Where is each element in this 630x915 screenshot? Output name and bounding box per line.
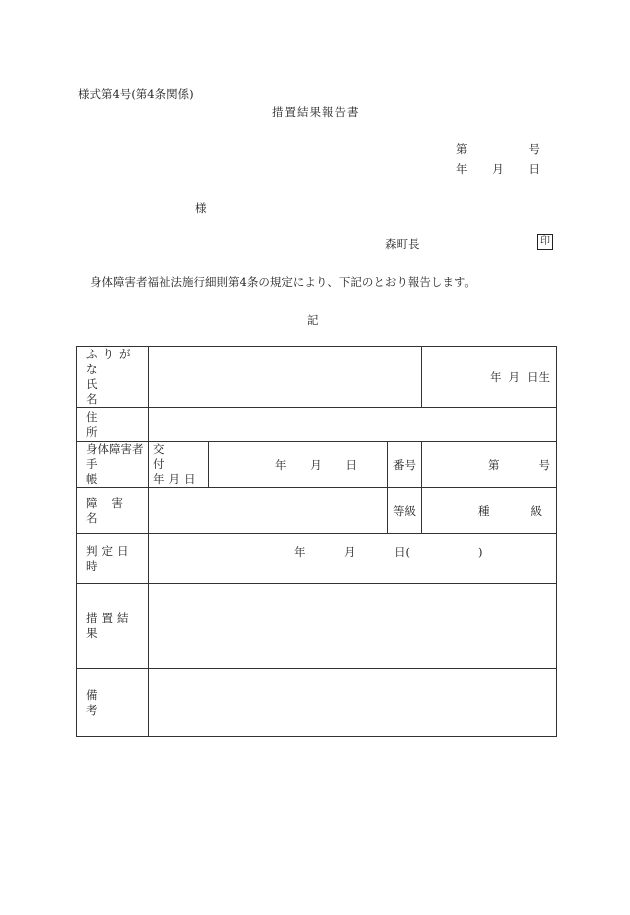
document-number xyxy=(456,141,540,157)
row-address xyxy=(77,408,557,442)
result-label: 措置結果 xyxy=(86,611,133,640)
disability-label-cell xyxy=(77,488,149,534)
grade-label: 等級 xyxy=(393,503,416,518)
row-remarks xyxy=(77,669,557,737)
address-field[interactable] xyxy=(149,408,557,442)
number-prefix: 第 xyxy=(456,142,468,156)
grade-kind: 種 xyxy=(478,503,490,518)
name-label-cell xyxy=(77,347,149,408)
issue-day: 日 xyxy=(345,457,357,472)
name-field[interactable] xyxy=(149,347,422,408)
row-techo xyxy=(77,442,557,488)
remarks-field[interactable] xyxy=(149,669,557,737)
address-label-cell xyxy=(77,408,149,442)
date-day: 日 xyxy=(528,162,540,176)
issue-month: 月 xyxy=(310,457,322,472)
result-label-cell xyxy=(77,584,149,669)
row-result xyxy=(77,584,557,669)
birth-month: 月 xyxy=(508,370,521,384)
seal-mark: 印 xyxy=(537,234,553,250)
disability-label: 障害名 xyxy=(86,495,137,525)
body-text: 身体障害者福祉法施行細則第4条の規定により、下記のとおり報告します。 xyxy=(90,275,476,289)
addressee-suffix: 様 xyxy=(195,201,207,215)
birth-day: 日生 xyxy=(527,370,551,384)
ki-heading: 記 xyxy=(307,313,319,327)
furigana-label: ふりがな xyxy=(86,347,136,376)
techo-number-suffix: 号 xyxy=(538,457,551,472)
document-title: 措置結果報告書 xyxy=(272,105,360,119)
grade-label-cell xyxy=(388,488,422,534)
judgment-label: 判定日時 xyxy=(86,543,133,573)
report-form-table xyxy=(76,346,557,737)
issue-label-1: 交付 xyxy=(153,442,187,471)
techo-label-2: 手帳 xyxy=(86,457,136,486)
grade-field[interactable] xyxy=(422,488,557,534)
grade-level: 級 xyxy=(530,503,543,518)
issue-date-field[interactable] xyxy=(209,442,388,488)
address-label: 住所 xyxy=(86,409,128,439)
result-field[interactable] xyxy=(149,584,557,669)
number-label: 番号 xyxy=(393,457,416,472)
issuer: 森町長 xyxy=(385,237,420,251)
disability-field[interactable] xyxy=(149,488,388,534)
birth-year: 年 xyxy=(490,370,502,384)
remarks-label: 備考 xyxy=(86,687,136,717)
issue-label-2: 年月日 xyxy=(153,472,200,486)
row-disability xyxy=(77,488,557,534)
judgment-day: 日( xyxy=(394,544,410,559)
techo-number-field[interactable] xyxy=(422,442,557,488)
form-id: 様式第4号(第4条関係) xyxy=(78,87,194,101)
date-year: 年 xyxy=(456,162,468,176)
date-month: 月 xyxy=(492,162,504,176)
techo-label-1: 身体障害者 xyxy=(86,442,144,456)
document-date xyxy=(456,161,540,177)
remarks-label-cell xyxy=(77,669,149,737)
row-judgment xyxy=(77,534,557,584)
row-name xyxy=(77,347,557,408)
issue-year: 年 xyxy=(275,457,287,472)
issue-label-cell xyxy=(149,442,209,488)
judgment-label-cell xyxy=(77,534,149,584)
judgment-year: 年 xyxy=(294,544,306,559)
techo-label-cell xyxy=(77,442,149,488)
judgment-month: 月 xyxy=(344,544,356,559)
judgment-close: ) xyxy=(478,544,483,559)
techo-number-prefix: 第 xyxy=(488,457,500,472)
judgment-date-field[interactable] xyxy=(149,534,557,584)
number-label-cell xyxy=(388,442,422,488)
birthdate-field[interactable] xyxy=(422,347,557,408)
name-label: 氏名 xyxy=(86,377,136,406)
number-suffix: 号 xyxy=(528,142,540,156)
